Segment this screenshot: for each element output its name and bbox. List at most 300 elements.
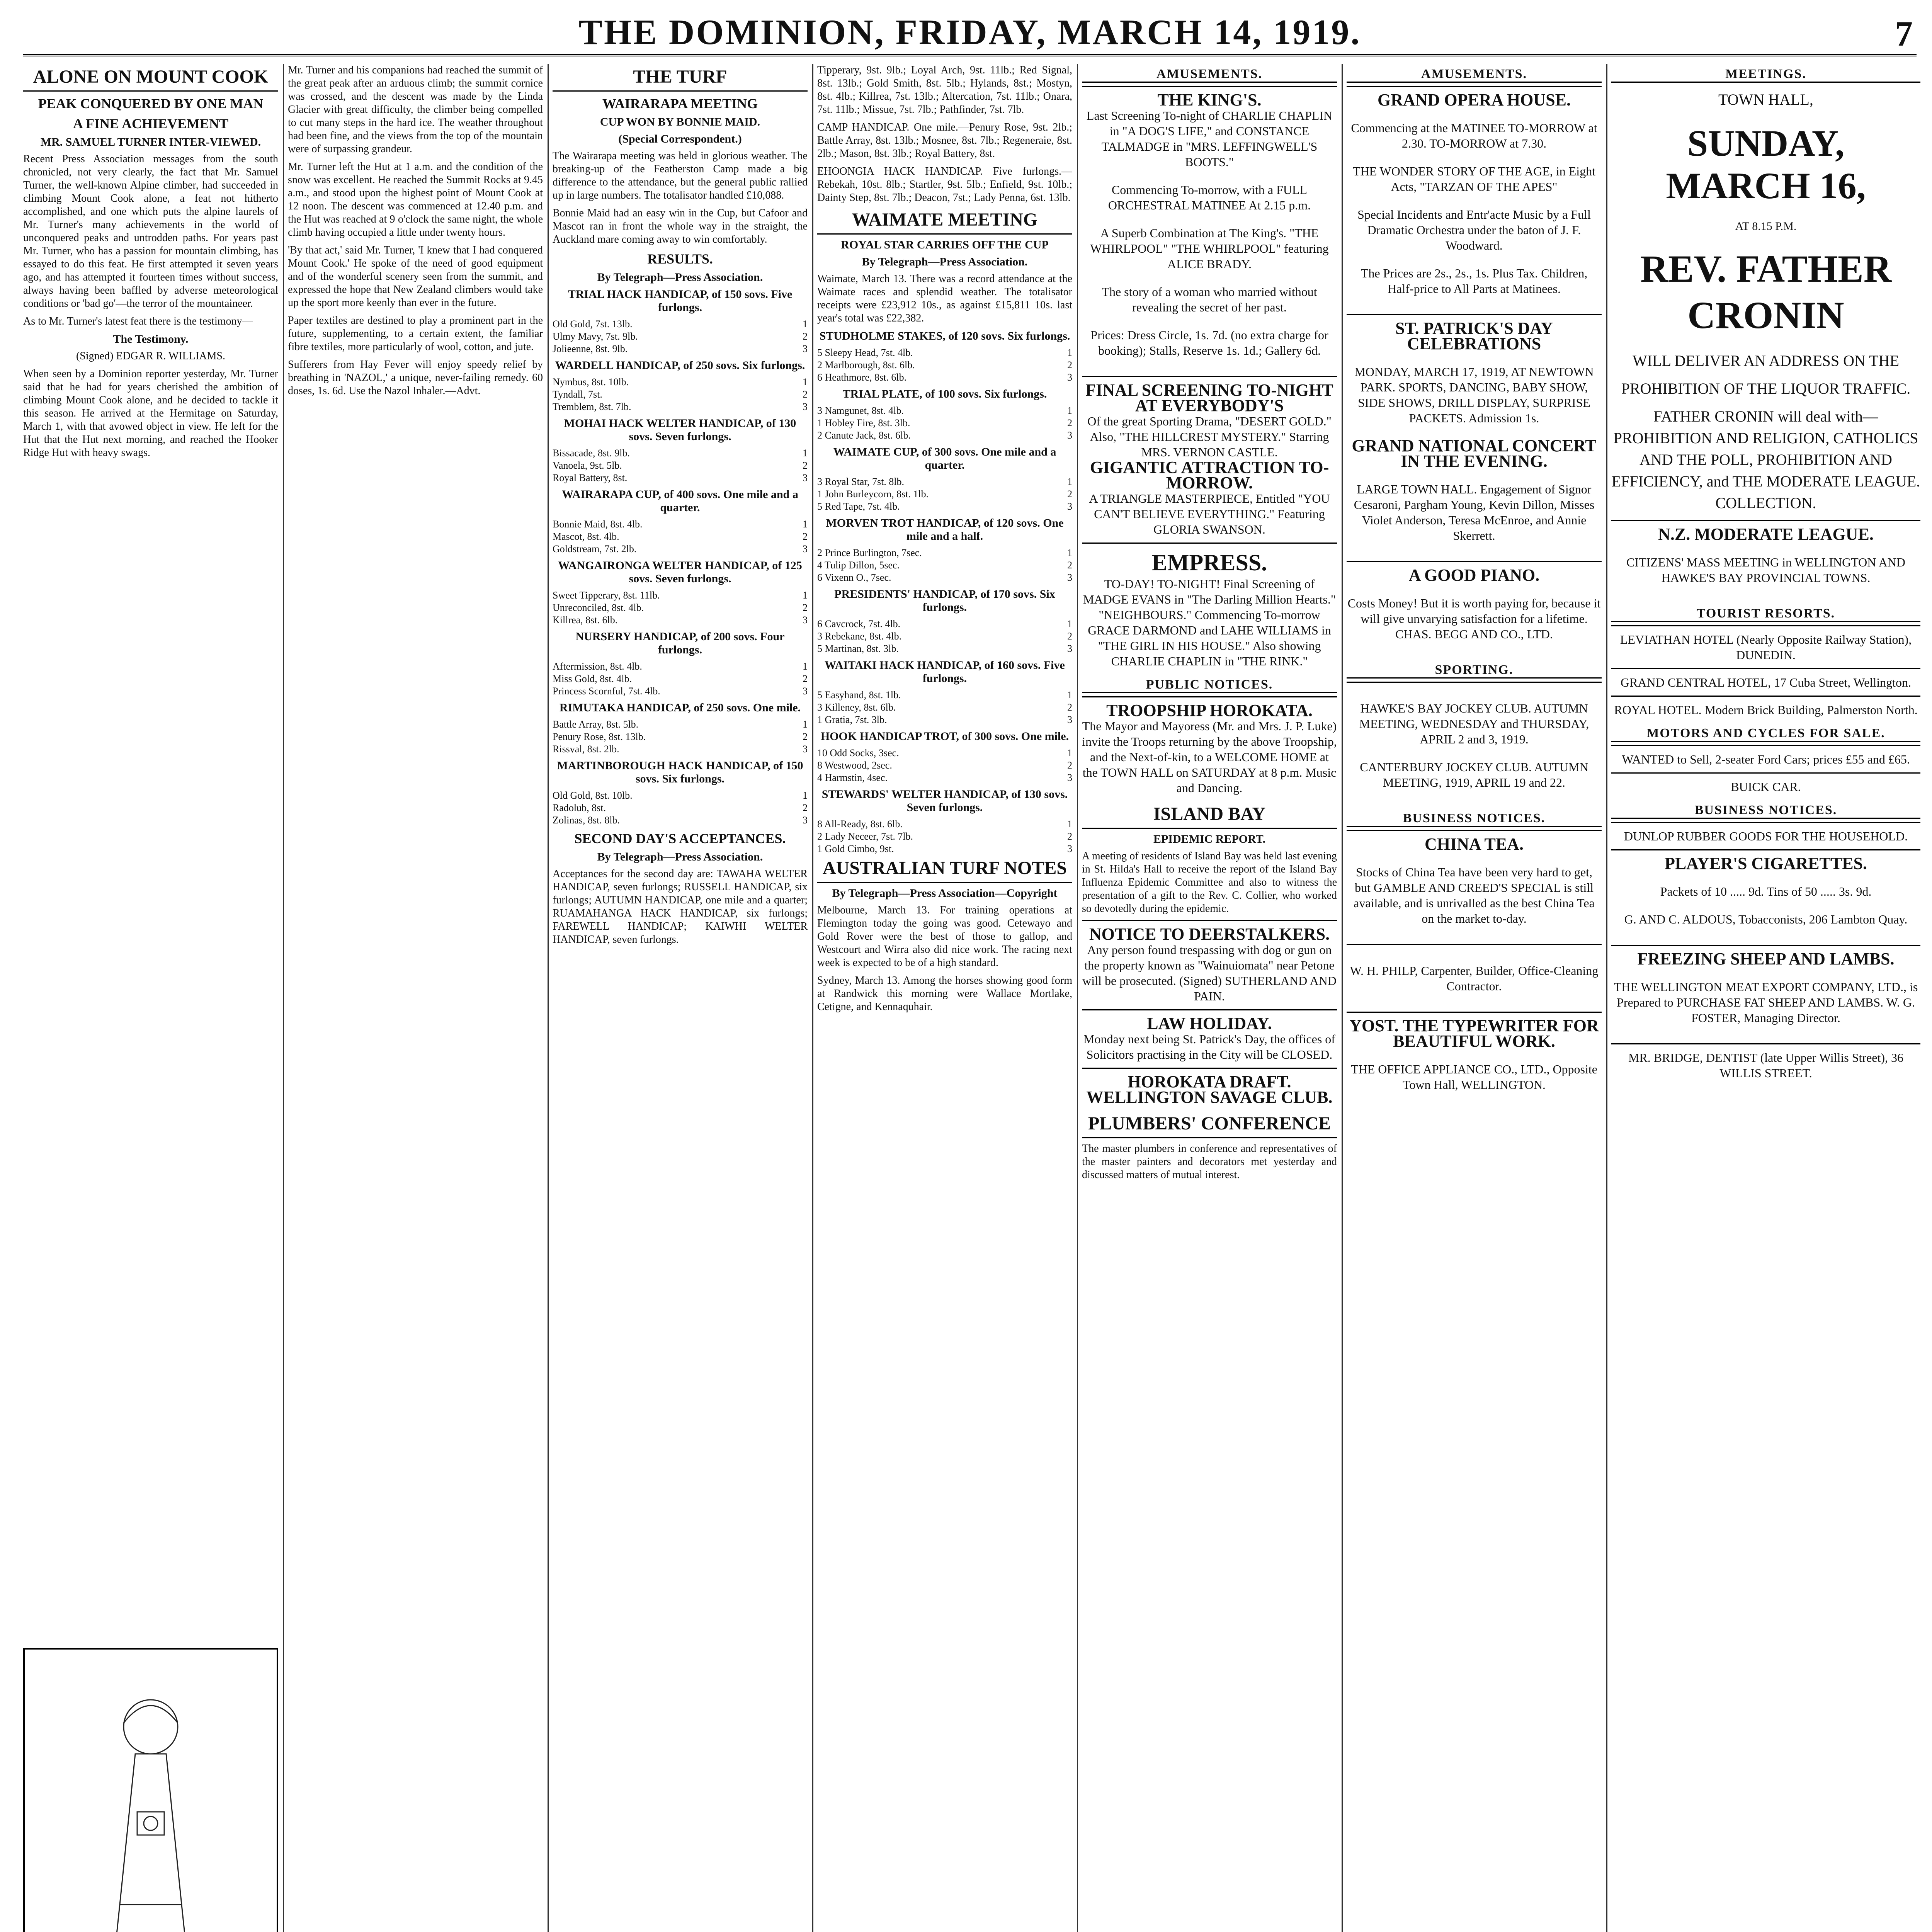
race-result-row (817, 643, 1072, 655)
race-result-row (817, 500, 1072, 513)
article-subhead: PEAK CONQUERED BY ONE MAN (38, 96, 264, 111)
placing: 1 (1067, 347, 1072, 358)
placing: 1 (803, 590, 808, 601)
column-4 (817, 64, 1072, 1932)
article-paragraph: Acceptances for the second day are: TAWAHA WELTER HANDICAP, seven furlongs; RUSSELL HANDICAP, six furlongs; AUTUMN HANDICAP, one mile and a quarter; RUAMAHANGA HACK HANDICAP, six furlongs; FAREWELL HANDICAP; KAIWHI WELTER HANDICAP, seven furlongs. (553, 868, 808, 946)
column-rule (283, 64, 284, 1932)
placing: 1 (803, 447, 808, 459)
placing: 2 (803, 460, 808, 471)
horse-name: Sweet Tipperary, 8st. 11lb. (553, 590, 660, 601)
horse-name: 3 Namgunet, 8st. 4lb. (817, 405, 904, 416)
placing: 2 (803, 531, 808, 542)
placing: 3 (1067, 643, 1072, 654)
meeting-topic: PROHIBITION OF THE LIQUOR TRAFFIC. (1621, 380, 1911, 397)
race-result-row (553, 660, 808, 673)
article-paragraph: When seen by a Dominion reporter yesterday, Mr. Turner said that he had for years cherished the ambition of climbing Mount Cook alone, and he decided to tackle it this season. He arrived at the Hermitage on Saturday, March 1, with that avowed object in view. He left for the Hut that the Hut next morning, and reached the Hooker Ridge Hut with heavy swags. (23, 368, 278, 459)
race-result-table (553, 789, 808, 827)
horse-name: Battle Array, 8st. 5lb. (553, 719, 639, 730)
article-paragraph: Waimate, March 13. There was a record attendance at the Waimate races and splendid weather. The totalisator receipts were £23,912 10s., as against £15,811 10s. last year's total was £22,382. (817, 273, 1072, 324)
meeting-venue: TOWN HALL, (1718, 91, 1813, 108)
notice-title: TROOPSHIP HOROKATA. (1106, 701, 1313, 720)
placing: 2 (803, 731, 808, 742)
column-rule (1606, 64, 1607, 1932)
race-results (817, 330, 1072, 855)
race-result-table (817, 818, 1072, 855)
article-paragraph: 'By that act,' said Mr. Turner, 'I knew that I had conquered Mount Cook.' He spoke of the need of good equipment and of the wonderful scenery seen from the summit, and expressed the hope that New Zealand climbers would take up the sport more keenly than ever in the future. (288, 244, 543, 309)
race-result-row (553, 531, 808, 543)
advert-text: A TRIANGLE MASTERPIECE, Entitled "YOU CAN'T BELIEVE EVERYTHING." Featuring GLORIA SWANSON. (1089, 492, 1330, 536)
horse-name: 2 Prince Burlington, 7sec. (817, 547, 922, 558)
dunlop-advert: DUNLOP RUBBER GOODS FOR THE HOUSEHOLD. (1611, 822, 1920, 849)
article-subhead: A FINE ACHIEVEMENT (73, 116, 229, 131)
horse-name: 6 Cavcrock, 7st. 4lb. (817, 618, 901, 629)
race-name: PRESIDENTS' HANDICAP, of 170 sovs. Six furlongs. (834, 588, 1055, 614)
horse-name: 4 Harmstin, 4sec. (817, 772, 888, 783)
race-name: WAITAKI HACK HANDICAP, of 160 sovs. Five furlongs. (825, 659, 1065, 685)
section-head: BUSINESS NOTICES. (1347, 811, 1602, 827)
race-result-row (817, 843, 1072, 855)
newspaper-title: THE DOMINION, FRIDAY, MARCH 14, 1919. (578, 12, 1361, 52)
column-5 (1082, 64, 1337, 1932)
horse-name: Old Gold, 8st. 10lb. (553, 790, 633, 801)
race-result-row (553, 318, 808, 330)
advert-title: EMPRESS. (1151, 550, 1267, 575)
horse-name: Aftermission, 8st. 4lb. (553, 661, 642, 672)
horse-name: 6 Heathmore, 8st. 6lb. (817, 372, 907, 383)
section-head: PUBLIC NOTICES. (1082, 677, 1337, 693)
meeting-date: SUNDAY, MARCH 16, (1666, 122, 1866, 206)
advert-text: Commencing at the MATINEE TO-MORROW at 2.30. TO-MORROW at 7.30. (1351, 121, 1597, 150)
column-3 (553, 64, 808, 1932)
article-paragraph: EHOONGIA HACK HANDICAP. Five furlongs.—Rebekah, 10st. 8lb.; Startler, 9st. 5lb.; Enfield, 9st. 10lb.; Dainty Step, 8st. 7lb.; Deacon, 7st.; Lady Penna, 6st. 13lb. (817, 165, 1072, 204)
horse-name: 2 Marlborough, 8st. 6lb. (817, 359, 915, 371)
placing: 3 (1067, 843, 1072, 854)
advert-text: Costs Money! But it is worth paying for, because it will give unvarying satisfaction for a lifetime. CHAS. BEGG AND CO., LTD. (1347, 596, 1601, 641)
placing: 3 (803, 472, 808, 483)
advert-illustration (58, 1665, 243, 1932)
placing: 3 (1067, 430, 1072, 441)
advert-text: Commencing To-morrow, with a FULL ORCHESTRAL MATINEE At 2.15 p.m. (1108, 183, 1311, 212)
opera-house-advert (1347, 86, 1602, 314)
race-name: WARDELL HANDICAP, of 250 sovs. Six furlongs. (555, 359, 805, 372)
placing: 2 (1067, 560, 1072, 571)
players-advert (1611, 849, 1920, 945)
race-result-table (553, 589, 808, 626)
race-results (553, 288, 808, 827)
race-result-row (553, 376, 808, 388)
horse-name: Rissval, 8st. 2lb. (553, 743, 619, 755)
cronin-meeting-advert (1611, 89, 1920, 514)
race-result-row (553, 447, 808, 459)
race-result-row (553, 518, 808, 531)
placing: 1 (803, 318, 808, 330)
empress-advert (1082, 543, 1337, 674)
meeting-time: AT 8.15 P.M. (1735, 220, 1797, 233)
placing: 2 (803, 602, 808, 613)
page-number: 7 (1895, 14, 1913, 53)
race-result-table (553, 318, 808, 355)
advert-text: A Superb Combination at The King's. "THE WHIRLPOOL" "THE WHIRLPOOL" featuring ALICE BRADY. (1090, 226, 1329, 271)
advert-title: THE KING'S. (1157, 90, 1262, 109)
horse-name: 10 Odd Socks, 3sec. (817, 747, 899, 759)
placing: 3 (1067, 372, 1072, 383)
race-result-table (553, 376, 808, 413)
yost-advert (1347, 1012, 1602, 1110)
results-sub: By Telegraph—Press Association. (597, 271, 763, 284)
placing: 2 (1067, 702, 1072, 713)
placing: 1 (1067, 618, 1072, 629)
race-result-row (553, 543, 808, 555)
race-result-table (553, 660, 808, 697)
section-head: AMUSEMENTS. (1082, 67, 1337, 83)
article-subhead: By Telegraph—Press Association. (862, 255, 1028, 268)
race-name: WANGAIRONGA WELTER HANDICAP, of 125 sovs. Seven furlongs. (558, 559, 802, 585)
article-paragraph: Sufferers from Hay Fever will enjoy speedy relief by breathing in 'NAZOL,' a unique, never-failing remedy. 60 doses, 1s. 6d. Use the Nazol Inhaler.—Advt. (288, 359, 543, 397)
notice-text: Any person found trespassing with dog or gun on the property known as "Wainuiomata" near Petone will be prosecuted. (Signed) SUTHERLAND AND PAIN. (1082, 943, 1337, 1003)
race-result-row (553, 589, 808, 602)
section-headline: WAIMATE MEETING (817, 209, 1072, 235)
placing: 1 (803, 519, 808, 530)
race-result-row (553, 343, 808, 355)
horse-name: 5 Easyhand, 8st. 1lb. (817, 689, 901, 701)
advert-text: The story of a woman who married without revealing the secret of her past. (1102, 285, 1317, 314)
race-result-table (553, 518, 808, 555)
race-result-row (553, 718, 808, 731)
column-1 (23, 64, 278, 1932)
article-paragraph: A meeting of residents of Island Bay was held last evening in St. Hilda's Hall to receive the report of the Island Bay Influenza Epidemic Committee and also to witness the presentation of a gift to the Rev. C. Collier, who worked so devotedly during the epidemic. (1082, 850, 1337, 915)
horse-name: 3 Royal Star, 7st. 8lb. (817, 476, 905, 487)
advert-text: Packets of 10 ..... 9d. Tins of 50 ..... 3s. 9d. (1660, 884, 1872, 898)
section-headline: PLUMBERS' CONFERENCE (1082, 1113, 1337, 1138)
horse-name: Vanoela, 9st. 5lb. (553, 460, 622, 471)
race-result-row (553, 789, 808, 802)
article-subhead: MR. SAMUEL TURNER INTER-VIEWED. (40, 136, 261, 148)
race-result-row (817, 689, 1072, 701)
advert-title: PLAYER'S CIGARETTES. (1664, 854, 1867, 873)
placing: 3 (803, 401, 808, 412)
article-paragraph: As to Mr. Turner's latest feat there is the testimony— (23, 315, 253, 327)
freezing-advert (1611, 945, 1920, 1043)
meeting-text: WILL DELIVER AN ADDRESS ON THE (1633, 352, 1899, 369)
section-headline: THE TURF (553, 66, 808, 92)
horse-name: 1 Hobley Fire, 8st. 3lb. (817, 417, 910, 429)
article-paragraph: Bonnie Maid had an easy win in the Cup, but Cafoor and Mascot ran in front the whole way in the straight, the Auckland mare coming away to win comfortably. (553, 207, 808, 245)
placing: 3 (803, 543, 808, 554)
race-result-table (817, 405, 1072, 442)
advert-title: FINAL SCREENING TO-NIGHT AT EVERYBODY'S (1085, 381, 1333, 415)
masthead (23, 8, 1917, 56)
woman-photographing-children-illustration (58, 1665, 243, 1932)
notice-text: Monday next being St. Patrick's Day, the offices of Solicitors practising in the City will be CLOSED. (1083, 1032, 1335, 1061)
placing: 3 (803, 815, 808, 826)
race-result-row (553, 814, 808, 827)
article-paragraph: Tipperary, 9st. 9lb.; Loyal Arch, 9st. 11lb.; Red Signal, 8st. 13lb.; Gold Smith, 8st. 5lb.; Hylands, 8st.; Mostyn, 8st. 4lb.; Killrea, 7st. 13lb.; Altercation, 7st. 11lb.; Onara, 7st. 11lb.; Missue, 7st. 7lb.; Pathfinder, 7st. 7lb. (817, 64, 1072, 116)
section-head: MOTORS AND CYCLES FOR SALE. (1611, 726, 1920, 742)
race-result-row (817, 476, 1072, 488)
race-result-row (817, 417, 1072, 429)
notice-text: The Mayor and Mayoress (Mr. and Mrs. J. P. Luke) invite the Troops returning by the above Troopship, and the Next-of-kin, to a WELCOME HOME at the TOWN HALL on SATURDAY at 8 p.m. Music and Dancing. (1082, 719, 1337, 795)
advert-text: LARGE TOWN HALL. Engagement of Signor Cesaroni, Pargham Young, Kevin Dillon, Misses Violet Anderson, Teresa McEnroe, and Annie Skerrett. (1354, 482, 1595, 543)
china-tea-advert (1347, 830, 1602, 944)
placing: 2 (803, 673, 808, 684)
race-result-row (817, 830, 1072, 843)
piano-advert (1347, 561, 1602, 660)
hotel-advert: GRAND CENTRAL HOTEL, 17 Cuba Street, Wellington. (1611, 668, 1920, 696)
race-result-row (553, 602, 808, 614)
acceptances-sub: By Telegraph—Press Association. (597, 850, 763, 863)
race-name: NURSERY HANDICAP, of 200 sovs. Four furlongs. (575, 630, 785, 656)
horse-name: 1 Gratia, 7st. 3lb. (817, 714, 887, 725)
race-result-row (817, 571, 1072, 584)
advert-title: GRAND OPERA HOUSE. (1378, 90, 1571, 109)
article-paragraph: Recent Press Association messages from the south chronicled, not very clearly, the fact that Mr. Samuel Turner, the well-known Alpine climber, had succeeded in climbing Mount Cook alone, a feat not hitherto accomplished, and one which puts the alpine laurels of Mr. Turner's many achievements in the world of unconquered peaks and untrodden paths. For years past Mr. Turner, who has a passion for mountain climbing, has essayed to do this feat. He first attempted it seven years ago, and has attempted it fourteen times without success, always having been baffled by adverse meteorological conditions or 'bad go'—the terror of the mountaineer. (23, 153, 278, 310)
motors-advert: WANTED to Sell, 2-seater Ford Cars; prices £55 and £65. (1611, 745, 1920, 772)
speaker-name: REV. FATHER CRONIN (1640, 247, 1892, 337)
horse-name: Miss Gold, 8st. 4lb. (553, 673, 632, 684)
advert-title: N.Z. MODERATE LEAGUE. (1658, 525, 1874, 544)
dentist-advert: MR. BRIDGE, DENTIST (late Upper Willis Street), 36 WILLIS STREET. (1611, 1043, 1920, 1086)
horse-name: Princess Scornful, 7st. 4lb. (553, 685, 660, 697)
placing: 1 (1067, 476, 1072, 487)
hotel-advert: LEVIATHAN HOTEL (Nearly Opposite Railway Station), DUNEDIN. (1611, 625, 1920, 668)
race-result-row (817, 772, 1072, 784)
section-head: SPORTING. (1347, 663, 1602, 679)
placing: 1 (1067, 818, 1072, 830)
article-subhead: By Telegraph—Press Association—Copyright (832, 887, 1058, 900)
everybodys-advert (1082, 376, 1337, 543)
race-result-row (553, 802, 808, 814)
article-paragraph: The Wairarapa meeting was held in glorious weather. The breaking-up of the Featherston Camp made a big difference to the attendance, but the general public rallied up in large numbers. The totalisator handled £10,088. (553, 150, 808, 201)
placing: 1 (803, 719, 808, 730)
race-result-table (817, 747, 1072, 784)
race-result-row (817, 547, 1072, 559)
column-2 (288, 64, 543, 1932)
section-head: AMUSEMENTS. (1347, 67, 1602, 83)
horse-name: Radolub, 8st. (553, 802, 606, 813)
horse-name: 1 Gold Cimbo, 9st. (817, 843, 894, 854)
placing: 2 (803, 331, 808, 342)
horse-name: 5 Martinan, 8st. 3lb. (817, 643, 899, 654)
horse-name: Killrea, 8st. 6lb. (553, 614, 618, 626)
section-head: MEETINGS. (1611, 67, 1920, 83)
advert-text: CANTERBURY JOCKEY CLUB. AUTUMN MEETING, 1919, APRIL 19 and 22. (1360, 760, 1588, 789)
article-paragraph: Mr. Turner left the Hut at 1 a.m. and the condition of the snow was excellent. He reached the Summit Rocks at 9.45 a.m., and stood upon the highest point of Mount Cook at 12 noon. The descent was commenced at 12.40 p.m. and the Hut was reached at 9 o'clock the same night, the whole climb having occupied a little under twenty hours. (288, 161, 543, 238)
placing: 1 (1067, 689, 1072, 701)
article-paragraph: CAMP HANDICAP. One mile.—Penury Rose, 9st. 2lb.; Battle Array, 8st. 13lb.; Mosnee, 8st. 7lb.; Regeneraie, 8st. 2lb.; Mason, 8st. 3lb.; Royal Battery, 8st. (817, 121, 1072, 160)
horse-name: Jolieenne, 8st. 9lb. (553, 343, 628, 354)
advert-text: THE OFFICE APPLIANCE CO., LTD., Opposite Town Hall, WELLINGTON. (1351, 1062, 1597, 1092)
article-subhead: ROYAL STAR CARRIES OFF THE CUP (841, 238, 1049, 251)
race-result-row (817, 488, 1072, 500)
advert-title: GRAND NATIONAL CONCERT IN THE EVENING. (1352, 436, 1597, 471)
race-result-row (817, 818, 1072, 830)
horse-name: Royal Battery, 8st. (553, 472, 628, 483)
column-7 (1611, 64, 1920, 1932)
advert-text: W. H. PHILP, Carpenter, Builder, Office-Cleaning Contractor. (1350, 964, 1599, 993)
advert-text: The Prices are 2s., 2s., 1s. Plus Tax. Children, Half-price to All Parts at Matinees. (1361, 266, 1588, 296)
deerstalkers-notice (1082, 920, 1337, 1009)
race-name: MOHAI HACK WELTER HANDICAP, of 130 sovs. Seven furlongs. (564, 417, 796, 443)
horse-name: 3 Rebekane, 8st. 4lb. (817, 631, 902, 642)
race-name: STEWARDS' WELTER HANDICAP, of 130 sovs. Seven furlongs. (821, 788, 1068, 814)
buick-advert: BUICK CAR. (1611, 772, 1920, 800)
article-subhead: EPIDEMIC REPORT. (1153, 833, 1266, 845)
advert-text: Stocks of China Tea have been very hard to get, but GAMBLE AND CREED'S SPECIAL is still available, and is unrivalled as the best China Tea on the market to-day. (1354, 865, 1595, 925)
horse-name: Mascot, 8st. 4lb. (553, 531, 619, 542)
race-result-row (817, 618, 1072, 630)
horse-name: Goldstream, 7st. 2lb. (553, 543, 637, 554)
horse-name: Unreconciled, 8st. 4lb. (553, 602, 644, 613)
column-rule (1342, 64, 1343, 1932)
article-paragraph: Melbourne, March 13. For training operations at Flemington today the going was good. Cetewayo and Gold Rover were the best of those to gallop, and Westcourt and Wirra also did nice work. The racing next week is expected to be of a high standard. (817, 904, 1072, 969)
advert-text: THE WELLINGTON MEAT EXPORT COMPANY, LTD., is Prepared to PURCHASE FAT SHEEP AND LAMBS. W. G. FOSTER, Managing Director. (1614, 980, 1918, 1025)
advert-text: Prices: Dress Circle, 1s. 7d. (no extra charge for booking); Stalls, Reserve 1s. 1d.; Gallery 6d. (1090, 328, 1328, 357)
section-headline: AUSTRALIAN TURF NOTES (817, 857, 1072, 883)
kodak-advertisement (23, 1648, 278, 1932)
article-subhead: (Special Correspondent.) (618, 133, 742, 145)
article-headline: ALONE ON MOUNT COOK (23, 66, 278, 92)
horse-name: Bissacade, 8st. 9lb. (553, 447, 630, 459)
placing: 2 (1067, 359, 1072, 371)
article-paragraph: Mr. Turner and his companions had reached the summit of the great peak after an arduous climb; the summit cornice was crossed, and the descent was made by the Linda Glacier with great difficulty, the climber being compelled to cut many steps in the hard ice. The weather throughout had been fine, and the views from the top of the mountain were of surpassing grandeur. (288, 64, 543, 155)
article-subhead: The Testimony. (113, 333, 189, 345)
philp-advert (1347, 944, 1602, 1012)
troopship-notice (1082, 696, 1337, 801)
race-result-row (553, 685, 808, 697)
race-result-row (553, 614, 808, 626)
placing: 3 (1067, 572, 1072, 583)
horse-name: Ulmy Mavy, 7st. 9lb. (553, 331, 638, 342)
race-result-table (817, 476, 1072, 513)
placing: 3 (803, 685, 808, 697)
placing: 3 (803, 343, 808, 354)
section-head: BUSINESS NOTICES. (1611, 803, 1920, 819)
horse-name: 2 Canute Jack, 8st. 6lb. (817, 430, 911, 441)
horokata-notice (1082, 1068, 1337, 1111)
placing: 2 (1067, 417, 1072, 429)
advert-title: FREEZING SHEEP AND LAMBS. (1637, 949, 1895, 968)
hotel-advert: ROYAL HOTEL. Modern Brick Building, Palmerston North. (1611, 696, 1920, 723)
moderate-league-advert (1611, 520, 1920, 603)
column-rule (812, 64, 813, 1932)
placing: 3 (1067, 714, 1072, 725)
advert-text: CITIZENS' MASS MEETING in WELLINGTON AND HAWKE'S BAY PROVINCIAL TOWNS. (1626, 555, 1905, 585)
race-result-row (817, 701, 1072, 714)
placing: 1 (1067, 547, 1072, 558)
jockey-club-advert (1347, 682, 1602, 808)
horse-name: 4 Tulip Dillon, 5sec. (817, 560, 900, 571)
placing: 3 (1067, 772, 1072, 783)
advert-text: TO-DAY! TO-NIGHT! Final Screening of MADGE EVANS in "The Darling Million Hearts." "NEIGHBOURS." Commencing To-morrow GRACE DARMOND and LAHE WILLIAMS in "THE GIRL IN HIS HOUSE." Also showing CHARLIE CHAPLIN in "THE RINK." (1083, 577, 1336, 668)
advert-text: Last Screening To-night of CHARLIE CHAPLIN in "A DOG'S LIFE," and CONSTANCE TALMADGE in "MRS. LEFFINGWELL'S BOOTS." (1086, 109, 1333, 169)
race-name: STUDHOLME STAKES, of 120 sovs. Six furlongs. (819, 330, 1070, 342)
horse-name: Tyndall, 7st. (553, 389, 602, 400)
placing: 2 (1067, 488, 1072, 500)
race-result-row (817, 747, 1072, 759)
race-result-row (553, 673, 808, 685)
advert-title: GIGANTIC ATTRACTION TO-MORROW. (1090, 458, 1329, 492)
placing: 2 (803, 802, 808, 813)
placing: 1 (803, 790, 808, 801)
advert-text: G. AND C. ALDOUS, Tobacconists, 206 Lambton Quay. (1624, 912, 1908, 926)
kings-theatre-advert (1082, 86, 1337, 376)
results-head: RESULTS. (647, 251, 713, 267)
horse-name: Zolinas, 8st. 8lb. (553, 815, 620, 826)
notice-title: NOTICE TO DEERSTALKERS. (1089, 925, 1330, 944)
st-patricks-advert (1347, 314, 1602, 561)
column-rule (548, 64, 549, 1932)
placing: 1 (1067, 747, 1072, 759)
horse-name: 3 Killeney, 8st. 6lb. (817, 702, 896, 713)
placing: 2 (1067, 631, 1072, 642)
article-paragraph: Paper textiles are destined to play a prominent part in the future, supplementing, to a certain extent, the familiar fibre textiles, more particularly of wool, cotton, and jute. (288, 315, 543, 353)
horse-name: 8 Westwood, 2sec. (817, 760, 892, 771)
race-result-table (817, 618, 1072, 655)
race-result-row (817, 347, 1072, 359)
column-rule (1077, 64, 1078, 1932)
notice-title: HOROKATA DRAFT. (1128, 1072, 1291, 1091)
race-result-row (817, 371, 1072, 384)
article-paragraph: The master plumbers in conference and representatives of the master painters and decorators met yesterday and discussed matters of mutual interest. (1082, 1143, 1337, 1181)
horse-name: Tremblem, 8st. 7lb. (553, 401, 631, 412)
placing: 2 (1067, 760, 1072, 771)
article-subhead: CUP WON BY BONNIE MAID. (600, 116, 760, 128)
advert-title: CHINA TEA. (1425, 835, 1524, 854)
race-name: WAIMATE CUP, of 300 sovs. One mile and a quarter. (833, 446, 1056, 471)
race-result-row (817, 630, 1072, 643)
race-name: WAIRARAPA CUP, of 400 sovs. One mile and a quarter. (562, 488, 798, 514)
advert-text: Of the great Sporting Drama, "DESERT GOLD." Also, "THE HILLCREST MYSTERY." Starring MRS. VERNON CASTLE. (1087, 414, 1332, 459)
acceptances-head: SECOND DAY'S ACCEPTANCES. (574, 831, 786, 846)
section-head: TOURIST RESORTS. (1611, 606, 1920, 622)
horse-name: Old Gold, 7st. 13lb. (553, 318, 633, 330)
horse-name: 5 Red Tape, 7st. 4lb. (817, 501, 900, 512)
placing: 2 (803, 389, 808, 400)
race-result-table (553, 718, 808, 755)
advert-text: MONDAY, MARCH 17, 1919, AT NEWTOWN PARK. SPORTS, DANCING, BABY SHOW, SIDE SHOWS, DRILL DISPLAY, SURPRISE PACKETS. Admission 1s. (1354, 365, 1594, 425)
advert-title: YOST. THE TYPEWRITER FOR BEAUTIFUL WORK. (1349, 1016, 1599, 1051)
race-result-table (817, 547, 1072, 584)
horse-name: Penury Rose, 8st. 13lb. (553, 731, 646, 742)
placing: 2 (1067, 831, 1072, 842)
race-result-row (553, 459, 808, 472)
placing: 3 (1067, 501, 1072, 512)
race-result-row (817, 405, 1072, 417)
column-6 (1347, 64, 1602, 1932)
race-result-table (553, 447, 808, 484)
race-result-row (553, 330, 808, 343)
race-name: MARTINBOROUGH HACK HANDICAP, of 150 sovs. Six furlongs. (557, 759, 803, 785)
placing: 1 (1067, 405, 1072, 416)
race-result-row (817, 559, 1072, 571)
article-subhead: WAIRARAPA MEETING (602, 96, 758, 111)
horse-name: 1 John Burleycorn, 8st. 1lb. (817, 488, 929, 500)
advert-text: HAWKE'S BAY JOCKEY CLUB. AUTUMN MEETING, WEDNESDAY and THURSDAY, APRIL 2 and 3, 1919. (1359, 701, 1589, 746)
race-result-table (817, 689, 1072, 726)
horse-name: Nymbus, 8st. 10lb. (553, 376, 629, 388)
race-result-row (553, 388, 808, 401)
horse-name: 5 Sleepy Head, 7st. 4lb. (817, 347, 913, 358)
horse-name: 8 All-Ready, 8st. 6lb. (817, 818, 903, 830)
race-result-row (817, 714, 1072, 726)
section-headline: ISLAND BAY (1082, 803, 1337, 829)
race-name: TRIAL PLATE, of 100 sovs. Six furlongs. (842, 388, 1047, 400)
race-result-row (553, 472, 808, 484)
race-result-row (553, 731, 808, 743)
race-result-row (817, 759, 1072, 772)
placing: 1 (803, 376, 808, 388)
race-name: MORVEN TROT HANDICAP, of 120 sovs. One mile and a half. (826, 517, 1064, 543)
